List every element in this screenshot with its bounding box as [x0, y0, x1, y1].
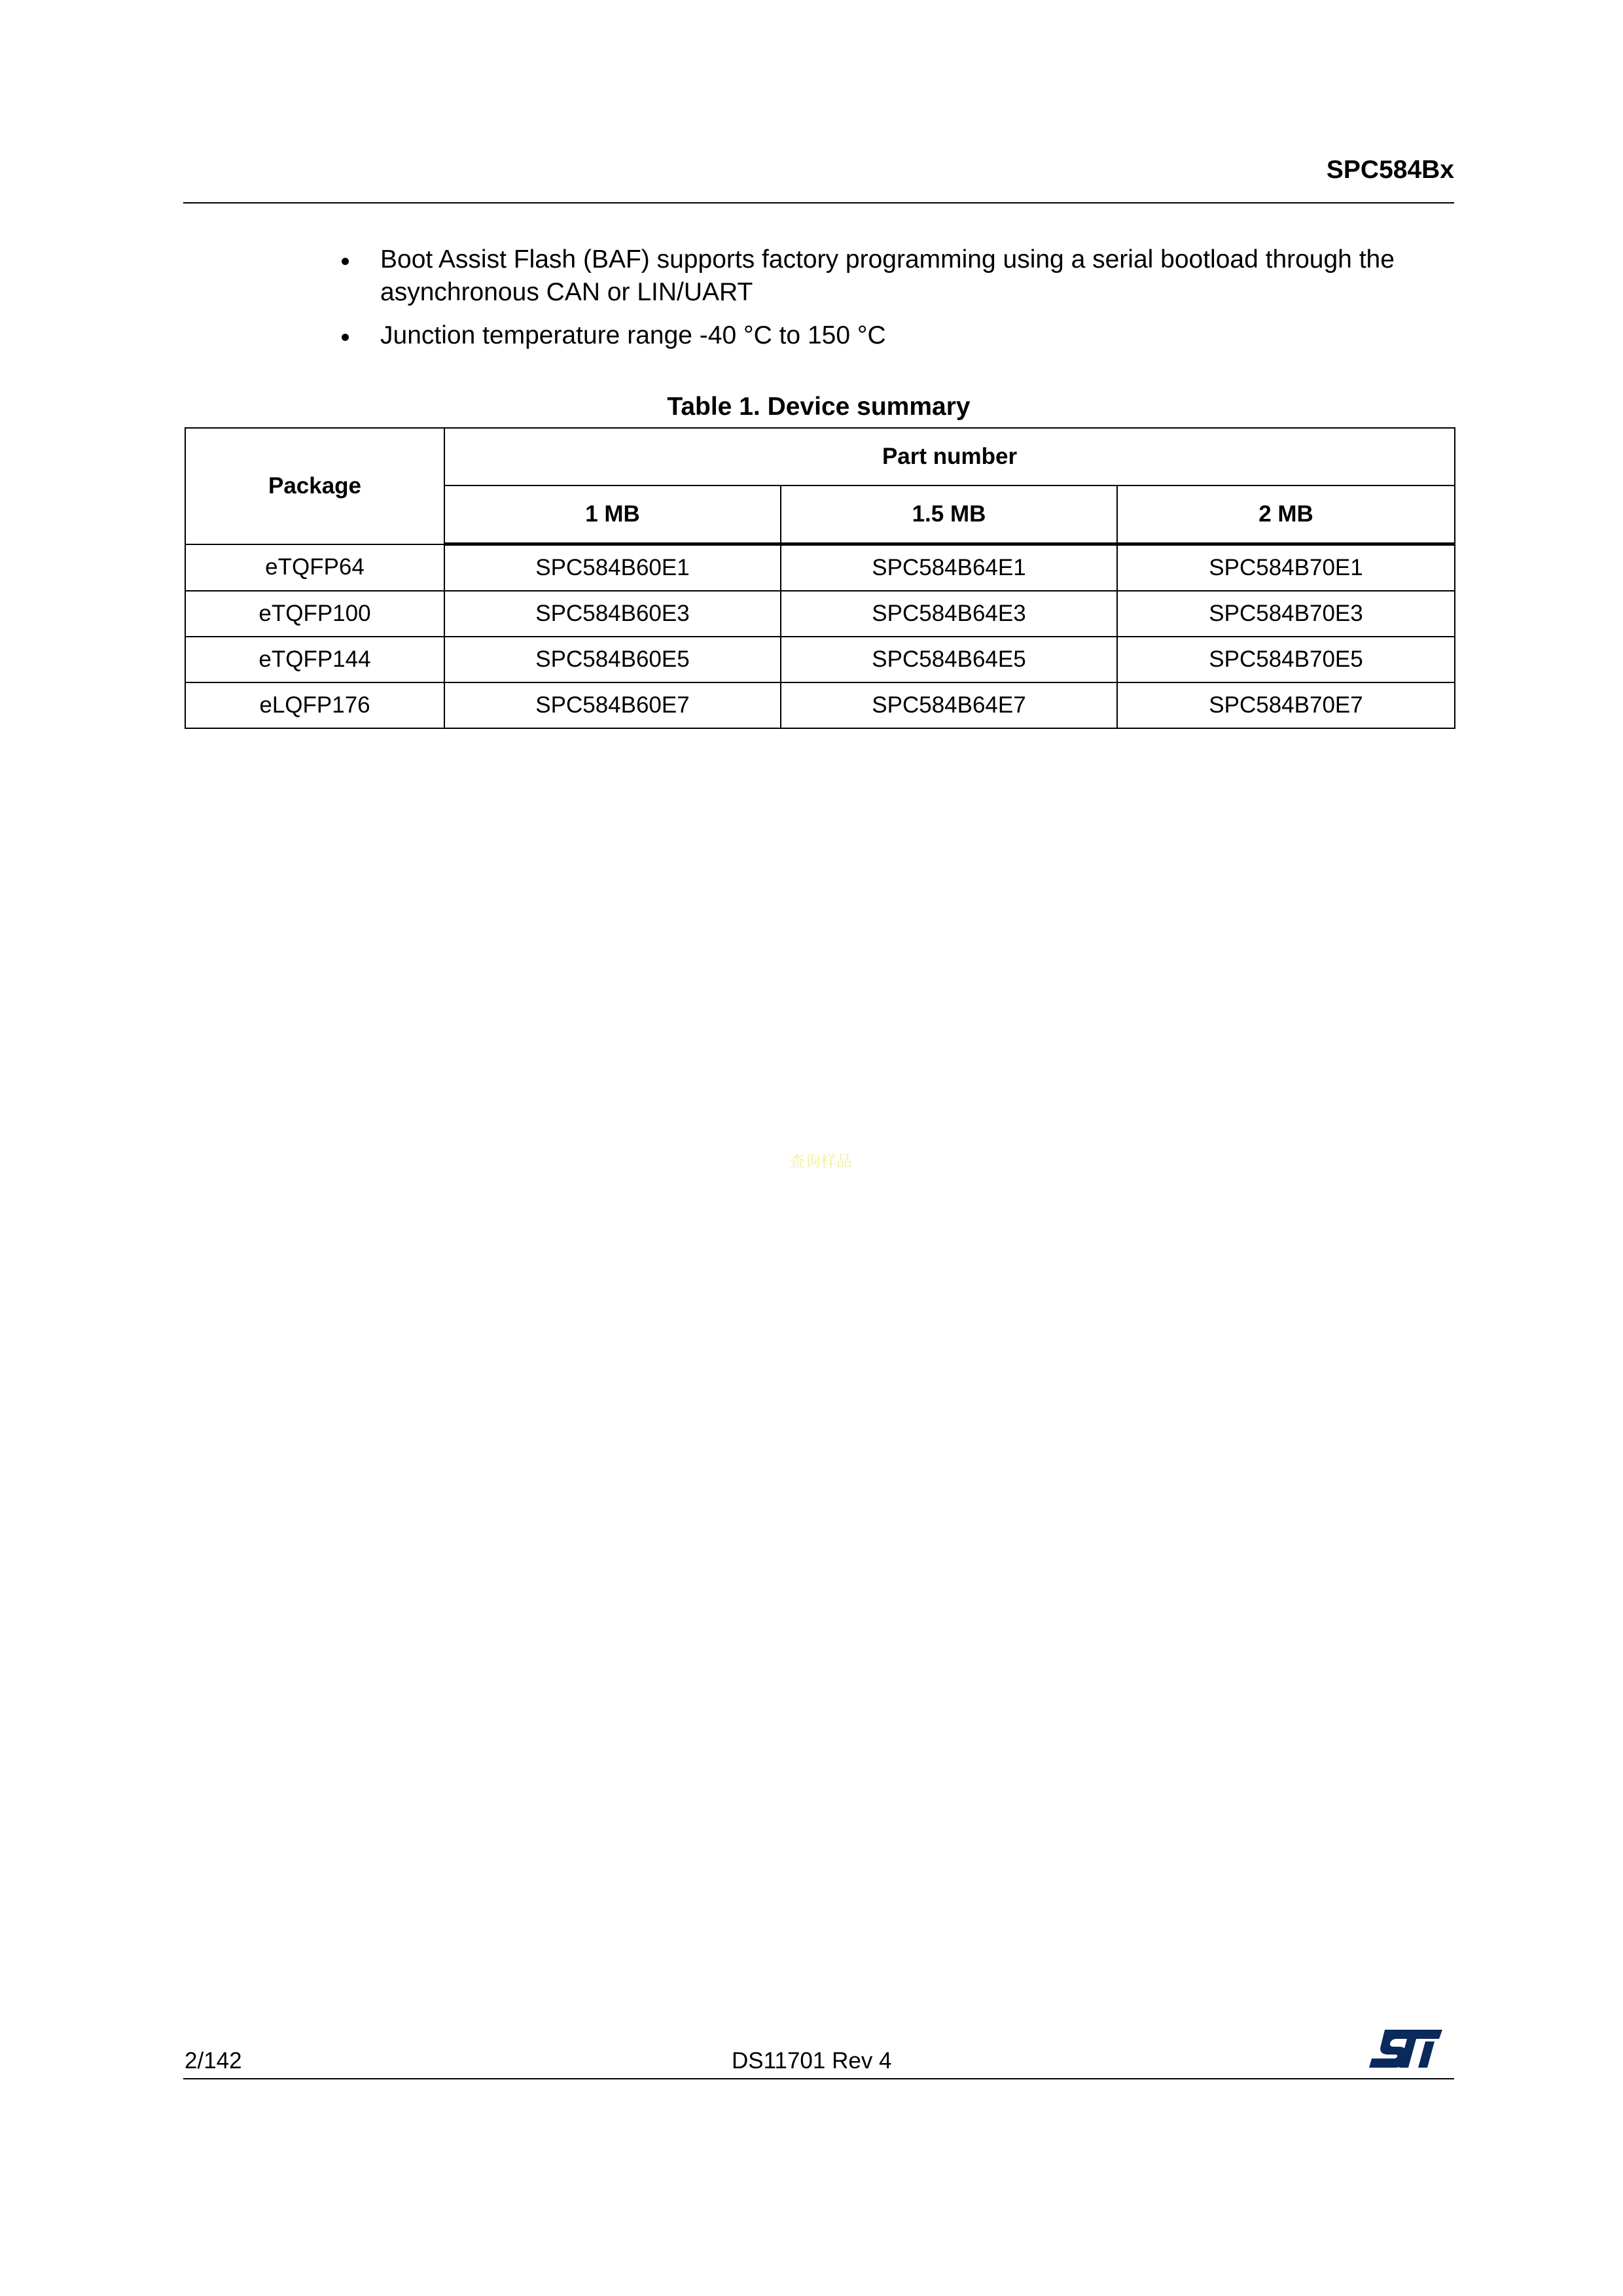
- cell-package: eLQFP176: [185, 682, 444, 728]
- table-caption: Table 1. Device summary: [667, 393, 971, 421]
- device-summary-table: [185, 427, 1455, 729]
- document-header-title: SPC584Bx: [1326, 156, 1454, 184]
- bullet-item: [334, 243, 1459, 309]
- bullet-dot-icon: [342, 258, 349, 265]
- header-size-1-5mb: 1.5 MB: [781, 486, 1117, 544]
- footer-document-id: DS11701 Rev 4: [732, 2048, 892, 2074]
- cell-part: SPC584B60E3: [444, 591, 781, 637]
- cell-part: SPC584B64E3: [781, 591, 1117, 637]
- bullet-dot-icon: [342, 334, 349, 341]
- cell-part: SPC584B70E7: [1117, 682, 1455, 728]
- cell-package: eTQFP144: [185, 637, 444, 682]
- table-header-row: [185, 428, 1455, 486]
- cell-part: SPC584B60E1: [444, 544, 781, 592]
- header-size-2mb: 2 MB: [1117, 486, 1455, 544]
- table-row: [185, 591, 1455, 637]
- cell-package: eTQFP100: [185, 591, 444, 637]
- cell-part: SPC584B64E5: [781, 637, 1117, 682]
- header-part-number: Part number: [444, 428, 1455, 486]
- footer-page-number: 2/142: [185, 2048, 242, 2074]
- bullet-text: Junction temperature range -40 °C to 150 °C: [380, 321, 886, 349]
- header-size-1mb: 1 MB: [444, 486, 781, 544]
- footer-divider: [183, 2078, 1454, 2079]
- header-divider: [183, 202, 1454, 203]
- bullet-item: [334, 319, 1459, 352]
- table-row: [185, 682, 1455, 728]
- cell-part: SPC584B64E7: [781, 682, 1117, 728]
- feature-bullet-list: [334, 243, 1459, 362]
- cell-part: SPC584B60E5: [444, 637, 781, 682]
- table-row: [185, 544, 1455, 592]
- cell-part: SPC584B60E7: [444, 682, 781, 728]
- watermark-text: 查询样品: [789, 1153, 852, 1171]
- cell-package: eTQFP64: [185, 544, 444, 592]
- bullet-text: Boot Assist Flash (BAF) supports factory programming using a serial bootload through the asynchronous CAN or LIN/UART: [380, 245, 1395, 306]
- table-row: [185, 637, 1455, 682]
- cell-part: SPC584B70E5: [1117, 637, 1455, 682]
- st-logo-icon: [1365, 2027, 1449, 2073]
- header-package: Package: [185, 428, 444, 544]
- cell-part: SPC584B70E1: [1117, 544, 1455, 592]
- cell-part: SPC584B70E3: [1117, 591, 1455, 637]
- cell-part: SPC584B64E1: [781, 544, 1117, 592]
